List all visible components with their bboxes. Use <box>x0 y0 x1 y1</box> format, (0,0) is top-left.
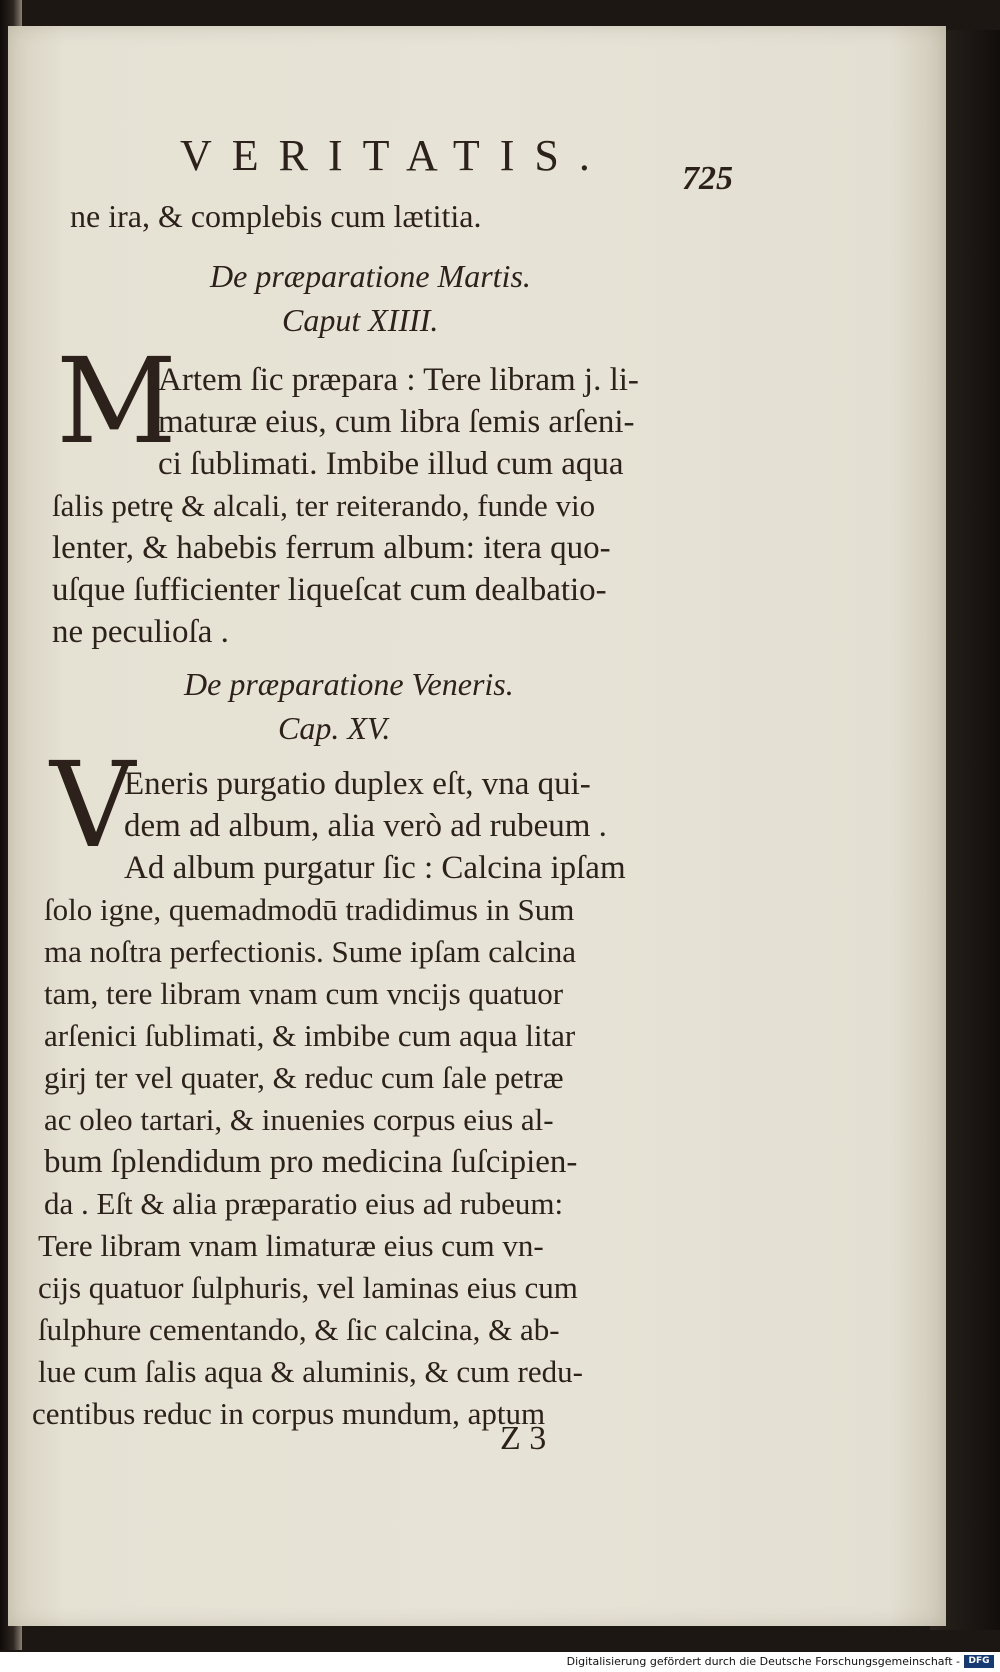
dfg-logo-badge: DFG <box>964 1655 994 1668</box>
text-line: centibus reduc in corpus mundum, aptum <box>32 1396 546 1431</box>
signature-mark: Z 3 <box>500 1420 547 1457</box>
running-head: VERITATIS. <box>180 131 610 180</box>
section-title: De præparatione Veneris. <box>184 666 514 702</box>
drop-cap-m: M <box>56 332 177 470</box>
continuation-line: ne ira, & complebis cum lætitia. <box>70 198 482 234</box>
funding-credit: Digitalisierung gefördert durch die Deutsche Forschungsgemeinschaft - <box>566 1655 960 1668</box>
text-line: Eneris purgatio duplex eſt, vna qui- <box>124 766 591 802</box>
page-number: 725 <box>682 160 733 197</box>
text-line: da . Eſt & alia præparatio eius ad rubeum: <box>44 1186 564 1221</box>
drop-cap-v: V <box>50 736 136 874</box>
text-line: ma noſtra perfectionis. Sume ipſam calcina <box>44 934 576 969</box>
text-line: ac oleo tartari, & inuenies corpus eius al- <box>44 1102 554 1137</box>
text-line: uſque ſufficienter liqueſcat cum dealbatio- <box>52 572 607 608</box>
text-line: cijs quatuor ſulphuris, vel laminas eius cum <box>38 1270 578 1305</box>
text-line: ci ſublimati. Imbibe illud cum aqua <box>158 446 624 482</box>
text-line: Tere libram vnam limaturæ eius cum vn- <box>38 1228 544 1263</box>
text-line: lue cum ſalis aqua & aluminis, & cum redu- <box>38 1354 583 1389</box>
text-line: Artem ſic præpara : Tere libram j. li- <box>158 362 639 398</box>
text-line: dem ad album, alia verò ad rubeum . <box>124 808 607 844</box>
text-line: ſulphure cementando, & ſic calcina, & ab- <box>38 1312 560 1347</box>
text-line: lenter, & habebis ferrum album: itera quo- <box>52 530 611 566</box>
text-line: ne peculioſa . <box>52 614 229 650</box>
chapter-label: Caput XIIII. <box>282 302 439 338</box>
section-title: De præparatione Martis. <box>210 258 531 294</box>
text-line: tam, tere libram vnam cum vncijs quatuor <box>44 976 564 1011</box>
chapter-label: Cap. XV. <box>278 710 391 746</box>
text-line: ſalis petrę & alcali, ter reiterando, funde vio <box>52 488 596 523</box>
text-line: ſolo igne, quemadmodū tradidimus in Sum <box>44 892 575 927</box>
text-line: bum ſplendidum pro medicina ſuſcipien- <box>44 1144 578 1180</box>
text-line: Ad album purgatur ſic : Calcina ipſam <box>124 850 626 886</box>
text-line: girj ter vel quater, & reduc cum ſale petræ <box>44 1060 564 1095</box>
text-line: maturæ eius, cum libra ſemis arſeni- <box>158 404 635 440</box>
text-line: arſenici ſublimati, & imbibe cum aqua litar <box>44 1018 576 1053</box>
